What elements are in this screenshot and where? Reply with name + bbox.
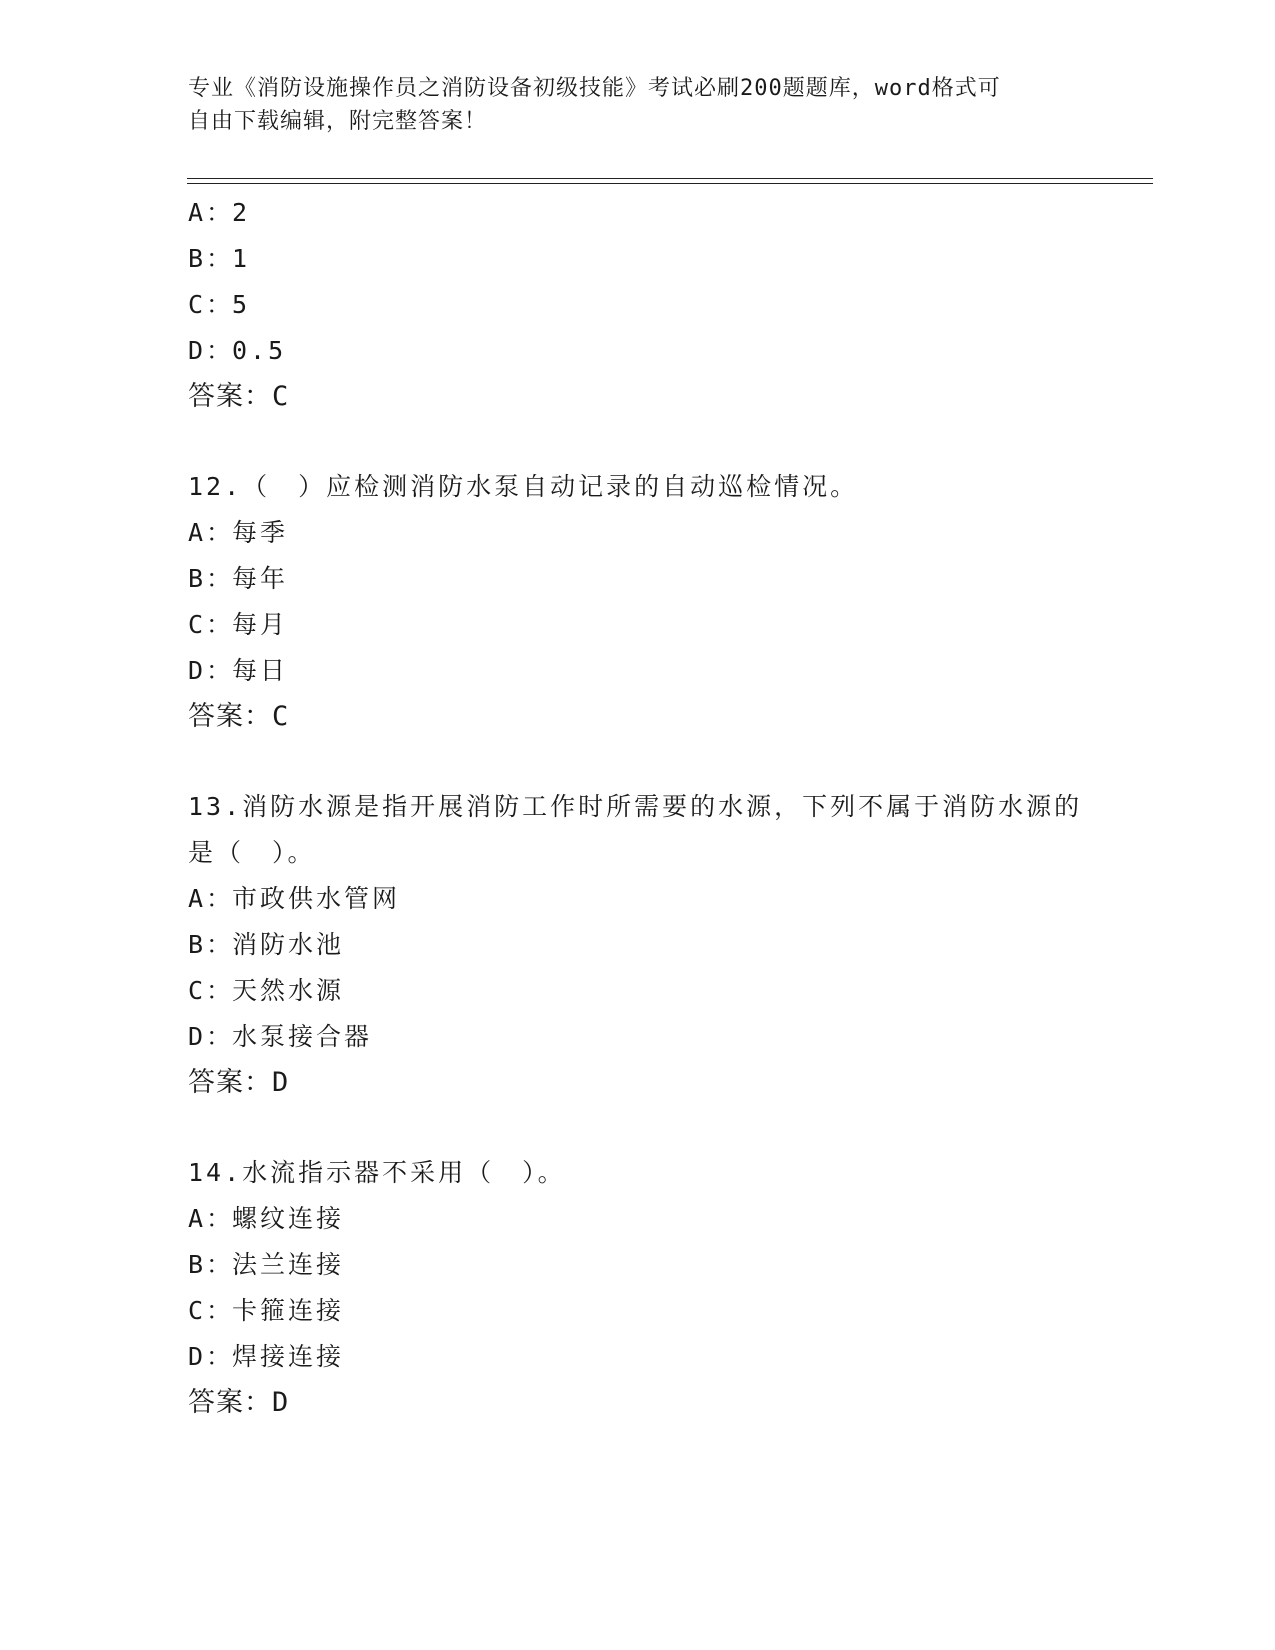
option-key: B： [188, 930, 235, 959]
option-c [188, 968, 1088, 1014]
question-12 [188, 464, 1088, 740]
document-header [188, 72, 1088, 138]
option-a [188, 510, 1088, 556]
option-text: 天然水源 [232, 976, 345, 1005]
option-key: C： [188, 290, 235, 319]
question-11 [188, 190, 1088, 420]
answer-line: 答案：C [188, 701, 290, 732]
option-key: B： [188, 564, 235, 593]
option-key: B： [188, 1250, 235, 1279]
option-key: C： [188, 976, 235, 1005]
answer-line: 答案：D [188, 1067, 290, 1098]
option-text: 0.5 [232, 336, 287, 365]
option-text: 1 [232, 244, 251, 273]
option-text: 每年 [232, 564, 289, 593]
double-rule-divider [187, 178, 1153, 184]
option-c [188, 1288, 1088, 1334]
option-d [188, 1014, 1088, 1060]
option-key: A： [188, 884, 235, 913]
option-key: C： [188, 1296, 235, 1325]
option-key: D： [188, 336, 235, 365]
option-c [188, 602, 1088, 648]
option-a [188, 190, 1088, 236]
option-d [188, 1334, 1088, 1380]
option-b [188, 1242, 1088, 1288]
question-list [188, 190, 1088, 1426]
option-b [188, 922, 1088, 968]
option-key: D： [188, 656, 235, 685]
answer-line: 答案：C [188, 381, 290, 412]
option-key: A： [188, 518, 235, 547]
header-line-1: 专业《消防设施操作员之消防设备初级技能》考试必刷200题题库，word格式可 [188, 76, 1001, 101]
option-a [188, 1196, 1088, 1242]
option-key: A： [188, 198, 235, 227]
option-key: A： [188, 1204, 235, 1233]
option-text: 焊接连接 [232, 1342, 345, 1371]
option-text: 每季 [232, 518, 289, 547]
option-c [188, 282, 1088, 328]
option-text: 市政供水管网 [232, 884, 401, 913]
option-d [188, 328, 1088, 374]
option-text: 卡箍连接 [232, 1296, 345, 1325]
option-text: 2 [232, 198, 251, 227]
question-14 [188, 1150, 1088, 1426]
header-line-2: 自由下载编辑，附完整答案！ [188, 109, 488, 134]
option-b [188, 556, 1088, 602]
option-text: 消防水池 [232, 930, 345, 959]
option-key: C： [188, 610, 235, 639]
option-text: 每月 [232, 610, 289, 639]
answer-line: 答案：D [188, 1387, 290, 1418]
option-text: 法兰连接 [232, 1250, 345, 1279]
question-stem: 12.（ ）应检测消防水泵自动记录的自动巡检情况。 [188, 472, 859, 501]
option-key: D： [188, 1342, 235, 1371]
option-text: 水泵接合器 [232, 1022, 373, 1051]
question-stem: 13.消防水源是指开展消防工作时所需要的水源，下列不属于消防水源的是（ ）。 [188, 792, 1083, 867]
question-stem: 14.水流指示器不采用（ ）。 [188, 1158, 566, 1187]
option-a [188, 876, 1088, 922]
option-key: D： [188, 1022, 235, 1051]
option-text: 螺纹连接 [232, 1204, 345, 1233]
question-13 [188, 784, 1088, 1106]
option-b [188, 236, 1088, 282]
option-d [188, 648, 1088, 694]
option-text: 每日 [232, 656, 289, 685]
option-text: 5 [232, 290, 251, 319]
option-key: B： [188, 244, 235, 273]
